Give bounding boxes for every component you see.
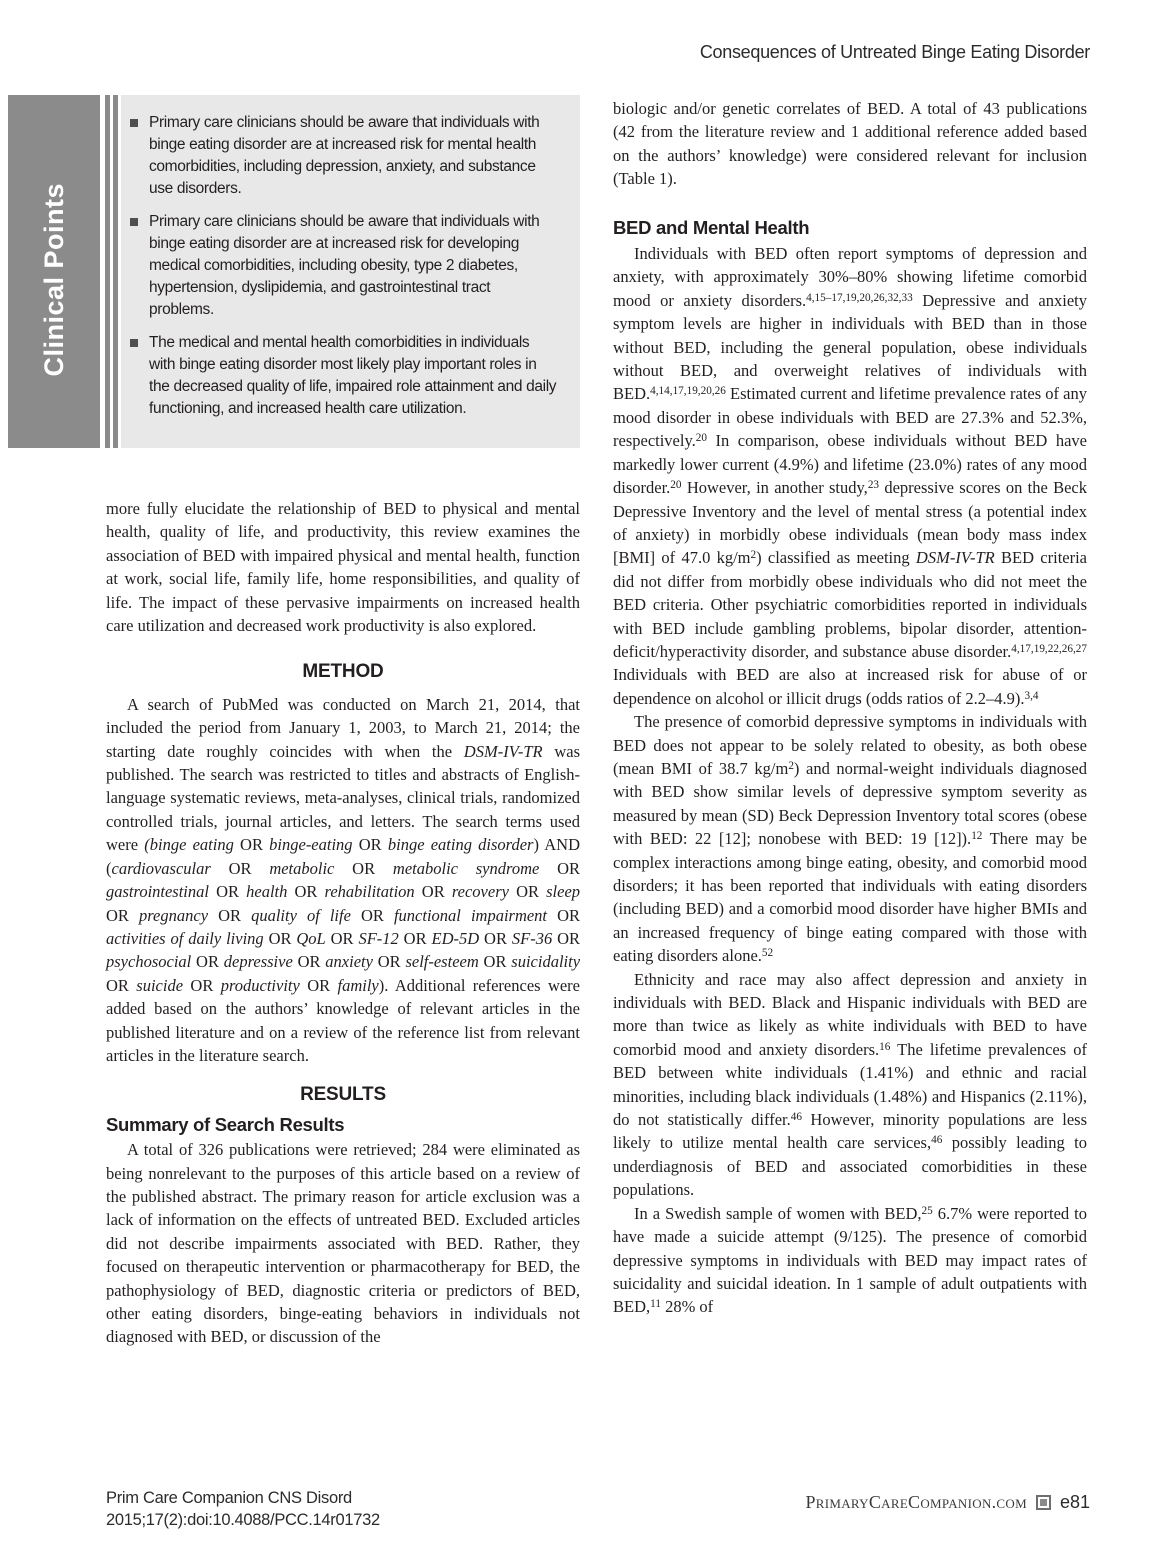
footer-site-info xyxy=(805,1492,1090,1513)
mental-health-paragraph-3: Ethnicity and race may also affect depression and anxiety in individuals with BED. Black and Hispanic individuals with BED are more than twice as likely as white individuals with BED to have comorbid mood and anxiety disorders.$^{16}$ The lifetime prevalences of BED between white individuals (1.41%) and ethnic and racial minorities, including black individuals (1.48%) and Hispanics (2.11%), do not statistically differ.$^{46}$ However, minority populations are less likely to utilize mental health care services,$^{46}$ possibly leading to underdiagnosis of BED and associated comorbidities in these populations. xyxy=(613,969,1088,1200)
square-badge-icon xyxy=(1036,1495,1051,1510)
right-column xyxy=(613,97,1087,1319)
bullet-square-icon xyxy=(130,339,138,347)
clinical-point-text: Primary care clinicians should be aware that individuals with binge eating disorder are at increased risk for mental health comorbidities, including depression, anxiety, and substance use disorders. xyxy=(149,114,540,197)
method-heading: METHOD xyxy=(302,661,384,683)
bed-and-mental-health-heading: BED and Mental Health xyxy=(613,216,810,238)
clinical-point-item xyxy=(130,211,558,321)
clinical-points-divider-line xyxy=(105,95,110,448)
clinical-points-box xyxy=(121,95,580,448)
summary-paragraph: A total of 326 publications were retrieved; 284 were eliminated as being nonrelevant to the purposes of this article based on a review of the published abstract. The primary reason for article exclusion was a lack of information on the effects of untreated BED. Excluded articles did not describe impairments associated with BED. Rather, they focused on therapeutic intervention or pharmacotherapy for BED, the pathophysiology of BED, diagnostic criteria or predictors of BED, other eating disorders, binge-eating behaviors in individuals not diagnosed with BED, or discussion of the xyxy=(106,1140,580,1347)
results-heading: RESULTS xyxy=(300,1084,386,1106)
clinical-point-text: Primary care clinicians should be aware that individuals with binge eating disorder are at increased risk for developing medical comorbidities, including obesity, type 2 diabetes, hypertension, dyslipidemia, and gastrointestinal tract problems. xyxy=(149,213,540,318)
mental-health-paragraph-2: The presence of comorbid depressive symptoms in individuals with BED does not appear to be solely related to obesity, as both obese (mean BMI of 38.7 $kg/m^2$) and normal-weight individuals diagnosed with BED show similar levels of depressive symptom severity as measured by mean (SD) Beck Depression Inventory total scores (obese with BED: 22 [12]; nonobese with BED: 19 [12]).$^{12}$ There may be complex interactions among binge eating, obesity, and comorbid mood disorders; it has been reported that individuals with eating disorders (including BED) and a comorbid mood disorder have higher BMIs and an increased frequency of binge eating compared with those with eating disorders alone.$^{52}$ xyxy=(613,712,1088,966)
running-head: Consequences of Untreated Binge Eating Disorder xyxy=(699,42,1090,62)
clinical-points-sidebar xyxy=(8,95,100,448)
footer-page-number: e81 xyxy=(1059,1492,1090,1512)
footer-journal-info xyxy=(106,1487,380,1531)
clinical-point-item xyxy=(130,112,558,200)
clinical-points-divider-line xyxy=(113,95,118,448)
clinical-points-label: Clinical Points xyxy=(38,182,69,377)
footer-journal-doi: 2015;17(2):doi:10.4088/PCC.14r01732 xyxy=(106,1511,380,1529)
mental-health-paragraph-1: Individuals with BED often report symptoms of depression and anxiety, with approximately 30%–80% showing lifetime comorbid mood or anxiety disorders.$^{4,15-17,19,20,26,32,33}$ Depressive and anxiety symptom levels are higher in individuals with BED than in those without BED, including the general population, obese individuals without BED, and overweight relatives of individuals with BED.$^{4,14,17,19,20,26}$ Estimated current and lifetime prevalence rates of any mood disorder in obese individuals with BED are 27.3% and 52.3%, respectively.$^{20}$ In comparison, obese individuals without BED have markedly lower current (4.9%) and lifetime (23.0%) rates of any mood disorder.$^{20}$ However, in another study,$^{23}$ depressive scores on the Beck Depressive Inventory and the level of mental stress (a potential index of anxiety) in morbidly obese individuals (mean body mass index [BMI] of 47.0 $kg/m^2$) classified as meeting DSM-IV-TR BED criteria did not differ from morbidly obese individuals who did not meet the BED criteria. Other psychiatric comorbidities reported in individuals with BED include gambling problems, bipolar disorder, attention-deficit/hyperactivity disorder, and substance abuse disorder.$^{4,17,19,22,26,27}$ Individuals with BED are also at increased risk for abuse of or dependence on alcohol or illicit drugs (odds ratios of 2.2–4.9).$^{3,4}$ xyxy=(613,244,1088,708)
mental-health-paragraph-4: In a Swedish sample of women with BED,$^{25}$ 6.7% were reported to have made a suicide attempt (9/125). The presence of comorbid depressive symptoms in individuals with BED may impact rates of suicidality and suicidal ideation. In 1 sample of adult outpatients with BED,$^{11}$ 28% of xyxy=(613,1203,1087,1317)
bullet-square-icon xyxy=(130,218,138,226)
footer-site-url: PrimaryCareCompanion.com xyxy=(805,1492,1027,1512)
method-paragraph: A search of PubMed was conducted on March 21, 2014, that included the period from January 1, 2003, to March 21, 2014; the starting date roughly coincides with when the DSM-IV-TR was published. The search was restricted to titles and abstracts of English-language systematic reviews, meta-analyses, clinical trials, randomized controlled trials, journal articles, and letters. The search terms used were (binge eating OR binge-eating OR binge eating disorder) AND (cardiovascular OR metabolic OR metabolic syndrome OR gastrointestinal OR health OR rehabilitation OR recovery OR sleep OR pregnancy OR quality of life OR functional impairment OR activities of daily living OR QoL OR SF-12 OR ED-5D OR SF-36 OR psychosocial OR depressive OR anxiety OR self-esteem OR suicidality OR suicide OR productivity OR family). Additional references were added based on the authors’ knowledge of relevant articles in the published literature and on a review of the reference list from relevant articles in the literature search. xyxy=(106,694,581,1065)
clinical-point-item xyxy=(130,332,558,420)
intro-continuation-paragraph: more fully elucidate the relationship of BED to physical and mental health, quality of life, and productivity, this review examines the association of BED with impaired physical and mental health, function at work, social life, family life, home responsibilities, and quality of life. The impact of these pervasive impairments on increased health care utilization and decreased work productivity is also explored. xyxy=(106,499,580,636)
continuation-paragraph: biologic and/or genetic correlates of BED. A total of 43 publications (42 from the literature review and 1 additional reference added based on the authors’ knowledge) were considered relevant for inclusion (Table 1). xyxy=(613,99,1087,189)
bullet-square-icon xyxy=(130,119,138,127)
footer-journal-name: Prim Care Companion CNS Disord xyxy=(106,1489,352,1507)
summary-of-search-results-heading: Summary of Search Results xyxy=(106,1113,345,1135)
clinical-point-text: The medical and mental health comorbidities in individuals with binge eating disorder most likely play important roles in the decreased quality of life, impaired role attainment and daily functioning, and increased health care utilization. xyxy=(149,334,557,417)
left-column xyxy=(106,497,580,1349)
